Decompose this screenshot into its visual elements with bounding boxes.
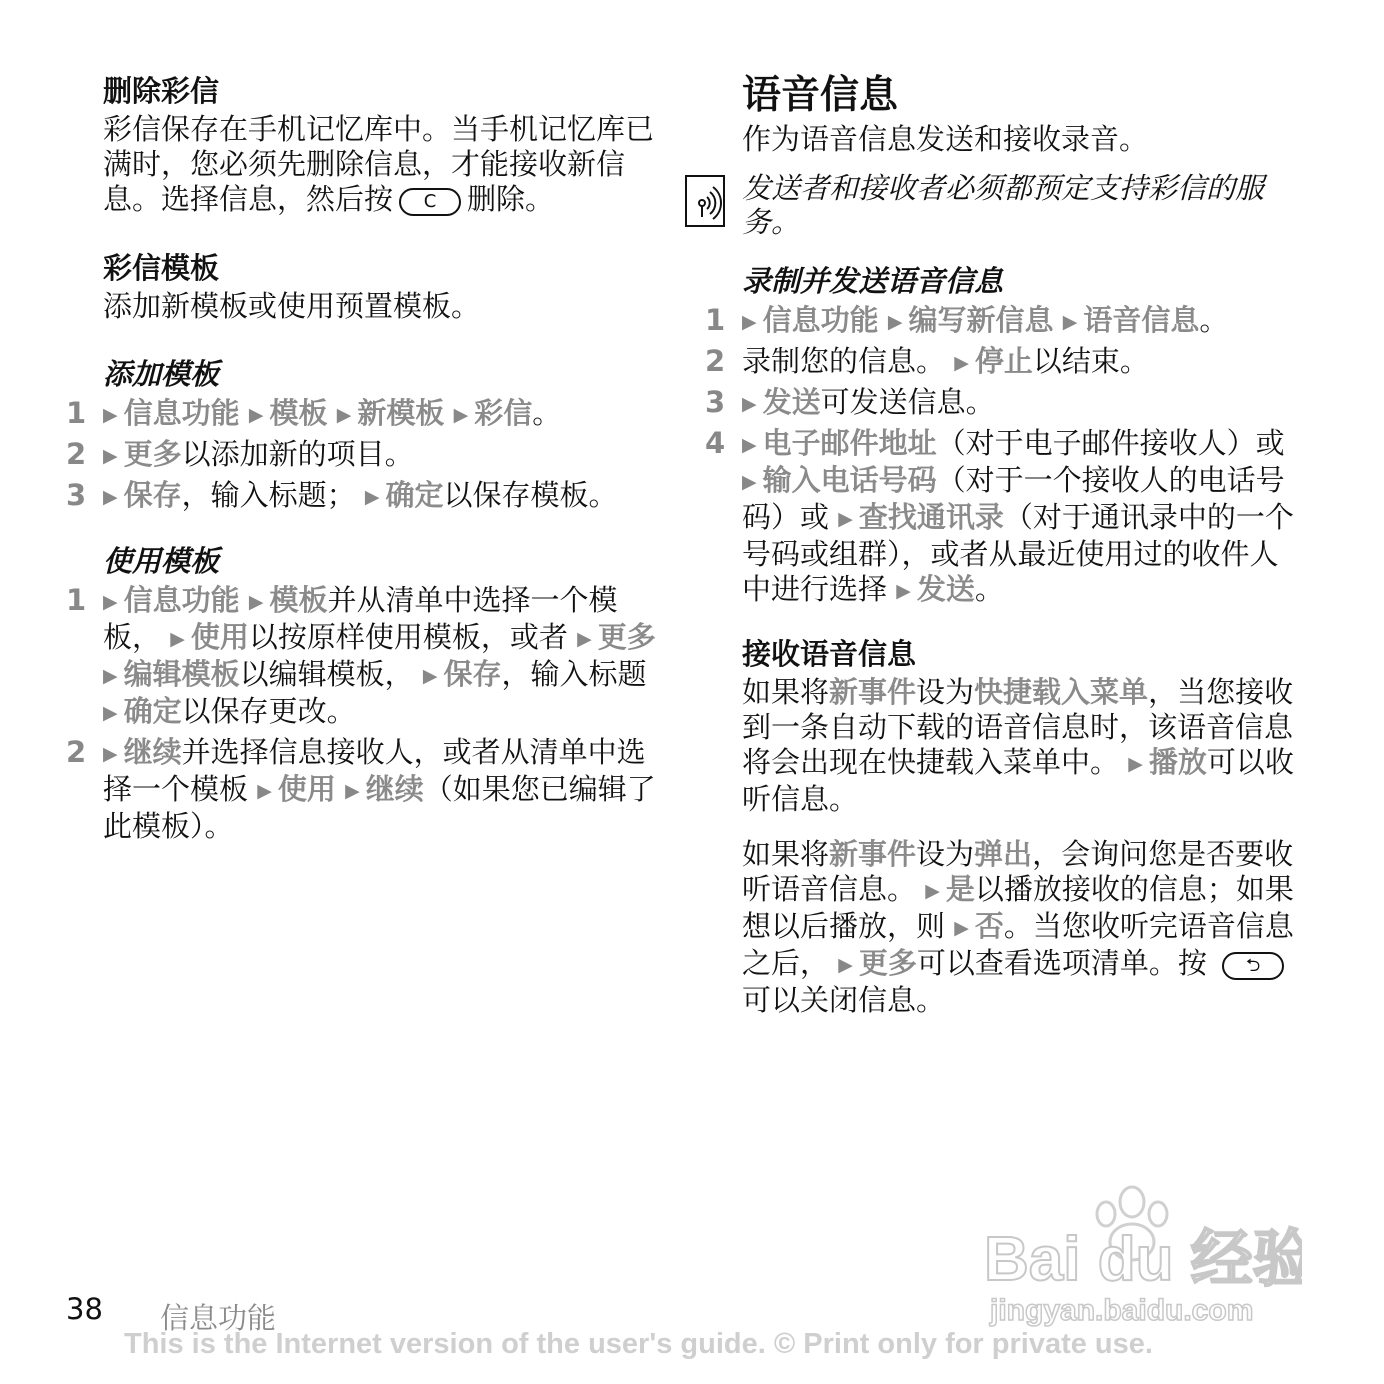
arrow-right-icon: ▶ (887, 311, 903, 333)
step-number: 1 (66, 583, 87, 617)
menu-item: 发送 (762, 385, 821, 419)
mms-templates-text: 添加新模板或使用预置模板。 (103, 289, 481, 323)
menu-item: 继续 (123, 735, 182, 769)
menu-item: 确定 (123, 694, 182, 728)
record-send-heading: 录制并发送语音信息 (742, 264, 1004, 298)
step: 3 ▶ 发送可发送信息。 (705, 385, 995, 419)
step: 1 ▶ 信息功能 ▶ 编写新信息 ▶ 语音信息。 (705, 303, 1229, 337)
arrow-right-icon: ▶ (345, 780, 360, 802)
internet-version-notice: This is the Internet version of the user's guide. © Print only for private use. (124, 1328, 1153, 1360)
use-template-steps (66, 583, 663, 844)
menu-item: 查找通讯录 (858, 500, 1004, 534)
step-number: 3 (705, 385, 726, 419)
receive-voice-heading: 接收语音信息 (742, 637, 917, 671)
menu-item: 电子邮件地址 (762, 426, 937, 460)
step: 4 ▶ 电子邮件地址（对于电子邮件接收人）或 ▶ 输入电话号码（对于一个接收人的电话号码）或 ▶ 查找通讯录（对于通讯录中的一个号码或组群），或者从最近使用过的收件人中进行选择 ▶ 发送。 (705, 426, 1294, 606)
arrow-right-icon: ▶ (896, 580, 911, 602)
menu-item: 信息功能 (123, 396, 240, 430)
menu-item: 编辑模板 (123, 657, 240, 691)
menu-item: 语音信息 (1083, 303, 1200, 337)
menu-item: 是 (945, 872, 975, 906)
menu-item: 模板 (269, 583, 328, 617)
back-key-icon: ⮌ (1222, 952, 1284, 980)
menu-item: 彩信 (474, 396, 533, 430)
arrow-right-icon: ▶ (336, 404, 352, 426)
arrow-right-icon: ▶ (838, 954, 853, 976)
receive-paragraph-1: 如果将新事件设为快捷载入菜单，当您接收到一条自动下载的语音信息时，该语音信息将会出现在快捷载入菜单中。 ▶ 播放可以收听信息。 (742, 675, 1294, 816)
operator-note (742, 171, 1302, 239)
delete-mms-heading: 删除彩信 (103, 74, 220, 108)
voice-message-title: 语音信息 (742, 73, 899, 118)
menu-item: 编写新信息 (908, 303, 1054, 337)
menu-item: 更多 (597, 620, 656, 654)
step: 1 ▶ 信息功能 ▶ 模板并从清单中选择一个模板， ▶ 使用以按原样使用模板，或者 ▶ 更多 ▶ 编辑模板以编辑模板， ▶ 保存，输入标题 ▶ 确定以保存更改。 (66, 583, 656, 728)
arrow-right-icon: ▶ (103, 702, 118, 724)
add-template-heading: 添加模板 (103, 357, 220, 391)
watermark-brand: Bai du 经验 (984, 1225, 1302, 1294)
left-column (66, 70, 663, 848)
menu-item: 发送 (916, 572, 975, 606)
arrow-right-icon: ▶ (257, 780, 272, 802)
arrow-right-icon: ▶ (742, 471, 757, 493)
arrow-right-icon: ▶ (577, 628, 592, 650)
arrow-right-icon: ▶ (103, 591, 118, 613)
step: 3 ▶ 保存，输入标题； ▶ 确定以保存模板。 (66, 478, 618, 512)
arrow-right-icon: ▶ (742, 311, 757, 333)
arrow-right-icon: ▶ (742, 393, 757, 415)
step-number: 4 (705, 426, 726, 460)
arrow-right-icon: ▶ (248, 404, 264, 426)
c-key-icon: C (399, 188, 461, 216)
menu-item: 信息功能 (762, 303, 879, 337)
delete-mms-text: 彩信保存在手机记忆库中。当手机记忆库已满时，您必须先删除信息，才能接收新信息。选择信息，然后按 C 删除。 (103, 112, 655, 216)
step-number: 1 (66, 396, 87, 430)
menu-item: 保存 (123, 478, 182, 512)
step-number: 3 (66, 478, 87, 512)
menu-item: 停止 (974, 344, 1033, 378)
step-number: 2 (66, 437, 87, 471)
mms-templates-heading: 彩信模板 (103, 251, 220, 285)
watermark-url: jingyan.baidu.com (990, 1294, 1254, 1327)
arrow-right-icon: ▶ (1128, 753, 1143, 775)
step-number: 2 (66, 735, 87, 769)
step: 1 ▶ 信息功能 ▶ 模板 ▶ 新模板 ▶ 彩信。 (66, 396, 562, 430)
step: 2 ▶ 继续并选择信息接收人，或者从清单中选择一个模板 ▶ 使用 ▶ 继续（如果您已编辑了此模板）。 (66, 735, 656, 843)
arrow-right-icon: ▶ (103, 486, 118, 508)
operator-service-icon (685, 175, 725, 227)
arrow-right-icon: ▶ (103, 665, 118, 687)
menu-item: 使用 (277, 772, 336, 806)
menu-item: 模板 (269, 396, 328, 430)
section-title: 信息功能 (160, 1301, 277, 1335)
arrow-right-icon: ▶ (453, 404, 469, 426)
page-number: 38 (66, 1292, 103, 1326)
menu-item: 否 (974, 909, 1004, 943)
arrow-right-icon: ▶ (103, 404, 118, 426)
baidu-watermark (982, 1180, 1302, 1330)
menu-item: 确定 (385, 478, 444, 512)
arrow-right-icon: ▶ (248, 591, 264, 613)
step-number: 2 (705, 344, 726, 378)
menu-item: 更多 (858, 946, 917, 980)
step-number: 1 (705, 303, 726, 337)
arrow-right-icon: ▶ (954, 352, 969, 374)
note-text: 发送者和接收者必须都预定支持彩信的服务。 (742, 171, 1265, 239)
menu-item: 更多 (123, 437, 182, 471)
menu-item: 信息功能 (123, 583, 240, 617)
menu-item: 使用 (190, 620, 249, 654)
arrow-right-icon: ▶ (1062, 311, 1078, 333)
menu-item: 继续 (365, 772, 424, 806)
menu-item: 新事件 (829, 675, 917, 709)
step: 2 ▶ 更多以添加新的项目。 (66, 437, 414, 471)
arrow-right-icon: ▶ (954, 917, 969, 939)
add-template-steps (66, 396, 663, 515)
arrow-right-icon: ▶ (422, 665, 438, 687)
menu-item: 输入电话号码 (762, 463, 937, 497)
receive-paragraph-2: 如果将新事件设为弹出，会询问您是否要收听语音信息。 ▶ 是以播放接收的信息；如果想以后播放，则 ▶ 否。当您收听完语音信息之后， ▶ 更多可以查看选项清单。按 ⮌可以关闭信息。 (742, 837, 1294, 1017)
menu-item: 播放 (1148, 745, 1207, 779)
menu-item: 新事件 (829, 837, 917, 871)
arrow-right-icon: ▶ (925, 880, 940, 902)
arrow-right-icon: ▶ (838, 508, 853, 530)
voice-message-intro: 作为语音信息发送和接收录音。 (742, 122, 1149, 156)
arrow-right-icon: ▶ (742, 434, 757, 456)
arrow-right-icon: ▶ (103, 445, 118, 467)
arrow-right-icon: ▶ (170, 628, 185, 650)
menu-item: 保存 (443, 657, 502, 691)
use-template-heading: 使用模板 (103, 544, 220, 578)
arrow-right-icon: ▶ (364, 486, 380, 508)
record-send-steps (705, 303, 1302, 609)
menu-item: 新模板 (357, 396, 445, 430)
menu-item: 弹出 (974, 837, 1033, 871)
menu-item: 快捷载入菜单 (974, 675, 1149, 709)
step: 2 录制您的信息。 ▶ 停止以结束。 (705, 344, 1149, 378)
arrow-right-icon: ▶ (103, 743, 118, 765)
right-column (705, 70, 1302, 1018)
